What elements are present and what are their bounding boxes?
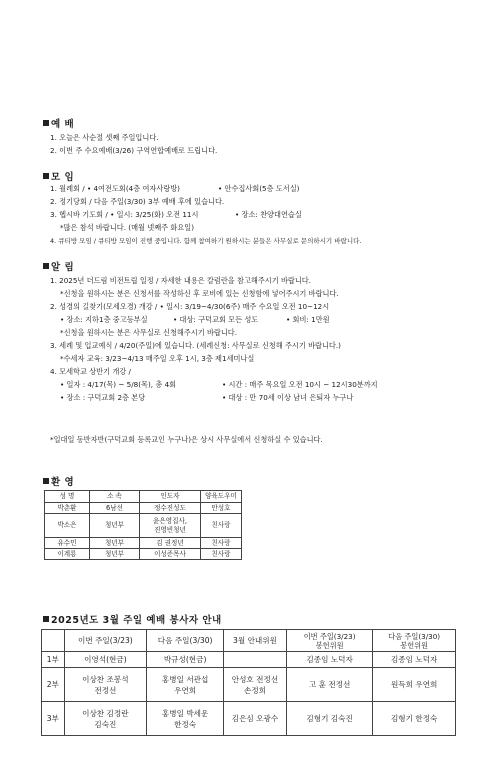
table-cell: 이상찬 김정란 김숙진 — [64, 702, 147, 736]
notice-line: • 회비: 1만원 — [286, 315, 330, 324]
table-cell: 2부 — [42, 668, 65, 702]
meeting-line: 4. 큐티방 모임 / 큐티방 모임이 진행 중입니다. 함께 참여하기 원하시는 분들은 사무실로 문의하시기 바랍니다. — [50, 237, 362, 245]
meeting-line: 3. 헵시바 기도회 / • 일시: 3/25(화) 오전 11시 — [50, 210, 199, 219]
meeting-line: 1. 월례회 / • 4여전도회(4층 여자사랑방) — [50, 184, 180, 193]
notice-line: • 대상 : 만 70세 이상 남녀 은퇴자 누구나 — [222, 393, 354, 402]
table-cell: 친사랑 — [201, 514, 242, 538]
notice-line: *수세자 교육: 3/23~4/13 매주일 오후 1시, 3층 제1세미나실 — [60, 354, 255, 363]
notice-line: 1. 2025년 더드림 비전트립 일정 / 자세한 내용은 칼럼란을 참고해주시기 바랍니다. — [50, 276, 311, 285]
section-meetings-heading: 모 임 — [43, 169, 74, 183]
table-row — [45, 538, 242, 549]
notice-line: • 장소: 지하1층 중고등부실 — [60, 315, 148, 324]
table-row — [45, 549, 242, 560]
notice-line: *신청을 원하시는 분은 신청서를 작성하신 후 로비에 있는 신청함에 넣어주시기 바랍니다. — [60, 289, 339, 298]
table-cell: 3부 — [42, 702, 65, 736]
section-notices-heading: 알 림 — [43, 259, 74, 273]
notice-line: *신청을 원하시는 분은 사무실로 신청해주시기 바랍니다. — [60, 328, 237, 337]
meeting-line: • 장소: 찬양대연습실 — [235, 210, 302, 219]
table-cell: 김형기 한정숙 — [373, 702, 456, 736]
table-cell: 이상찬 조봉석 전정선 — [64, 668, 147, 702]
welcome-table — [44, 490, 242, 560]
worship-line: 2. 이번 주 수요예배(3/26) 구역연합예배로 드립니다. — [50, 146, 218, 155]
header-cell: 3월 안내위원 — [224, 630, 287, 652]
table-row — [42, 668, 456, 702]
header-cell: 이번 주일(3/23) 봉헌위원 — [286, 630, 372, 652]
header-cell: 다음 주일(3/30) — [147, 630, 224, 652]
table-cell: 김종임 노덕자 — [373, 652, 456, 668]
table-cell: 친사랑 — [201, 549, 242, 560]
header-cell: 인도자 — [140, 491, 201, 503]
table-cell: 안성호 전정선 손정희 — [224, 668, 287, 702]
meeting-line: 2. 정기당회 / 다음 주일(3/30) 3부 예배 후에 있습니다. — [50, 197, 225, 206]
square-bullet-icon — [43, 263, 49, 269]
table-header-row — [42, 630, 456, 652]
table-header-row — [45, 491, 242, 503]
notice-line: • 장소 : 구덕교회 2층 본당 — [60, 393, 146, 402]
table-cell: 청년부 — [90, 538, 140, 549]
table-cell: 1부 — [42, 652, 65, 668]
table-cell: 김종임 노덕자 — [286, 652, 372, 668]
table-cell: 이계룡 — [45, 549, 90, 560]
square-bullet-icon — [43, 173, 49, 179]
section-worship-heading: 예 배 — [43, 116, 74, 130]
header-cell — [42, 630, 65, 652]
notice-line: • 대상: 구덕교회 모든 성도 — [173, 315, 259, 324]
table-cell: 고 훈 전정선 — [286, 668, 372, 702]
notice-line: • 일자 : 4/17(목) ~ 5/8(목), 총 4회 — [60, 380, 177, 389]
table-cell: 청년부 — [90, 549, 140, 560]
table-cell: 박소은 — [45, 514, 90, 538]
table-cell: 원득희 우연희 — [373, 668, 456, 702]
notice-footnote: *일대일 동반자반(구덕교회 등록교인 누구나)은 상시 사무실에서 신청하실 수 있습니다. — [50, 435, 323, 444]
table-cell: 박춘환 — [45, 503, 90, 514]
worship-line: 1. 오늘은 사순절 셋째 주일입니다. — [50, 133, 159, 142]
table-row — [42, 652, 456, 668]
table-cell: 박규성(현금) — [147, 652, 224, 668]
table-cell: 친사랑 — [201, 538, 242, 549]
table-cell: 이영석(현금) — [64, 652, 147, 668]
table-cell: 유수민 — [45, 538, 90, 549]
table-row — [42, 702, 456, 736]
header-cell: 이번 주일(3/23) — [64, 630, 147, 652]
meeting-line: *많은 참석 바랍니다. (매월 넷째주 화요일) — [60, 223, 195, 232]
header-cell: 소 속 — [90, 491, 140, 503]
table-cell: 6남선 — [90, 503, 140, 514]
section-servers-heading: 2025년도 3월 주일 예배 봉사자 안내 — [43, 612, 222, 626]
meeting-line: • 안수집사회(5층 도서실) — [218, 184, 300, 193]
notice-line: 2. 성경의 길찾기(모세오경) 개강 / • 일시: 3/19~4/30(6주) 매주 수요일 오전 10~12시 — [50, 302, 330, 311]
table-cell: 홍병일 박세운 한정숙 — [147, 702, 224, 736]
header-cell: 다음 주일(3/30) 봉헌위원 — [373, 630, 456, 652]
table-cell: 윤은영집사, 진영빈청년 — [140, 514, 201, 538]
table-cell: 홍병일 서관섭 우연희 — [147, 668, 224, 702]
notice-line: 3. 세례 및 입교예식 / 4/20(주일)에 있습니다. (세례신청: 사무실로 신청해 주시기 바랍니다.) — [50, 341, 341, 350]
table-cell: 김 권정년 — [140, 538, 201, 549]
table-row — [45, 503, 242, 514]
square-bullet-icon — [43, 478, 49, 484]
header-cell: 양육도우미 — [201, 491, 242, 503]
table-cell — [224, 652, 287, 668]
notice-line: 4. 모세학교 상반기 개강 / — [50, 367, 131, 376]
table-cell: 김형기 김숙진 — [286, 702, 372, 736]
table-cell: 김은심 오광수 — [224, 702, 287, 736]
notice-line: • 시간 : 매주 목요일 오전 10시 ~ 12시30분까지 — [222, 380, 378, 389]
table-cell: 청년부 — [90, 514, 140, 538]
square-bullet-icon — [43, 616, 49, 622]
table-cell: 이성준목사 — [140, 549, 201, 560]
table-row — [45, 514, 242, 538]
square-bullet-icon — [43, 120, 49, 126]
header-cell: 성 명 — [45, 491, 90, 503]
section-welcome-heading: 환 영 — [43, 474, 74, 488]
servers-table — [41, 629, 456, 736]
table-cell: 안성호 — [201, 503, 242, 514]
table-cell: 정수진성도 — [140, 503, 201, 514]
